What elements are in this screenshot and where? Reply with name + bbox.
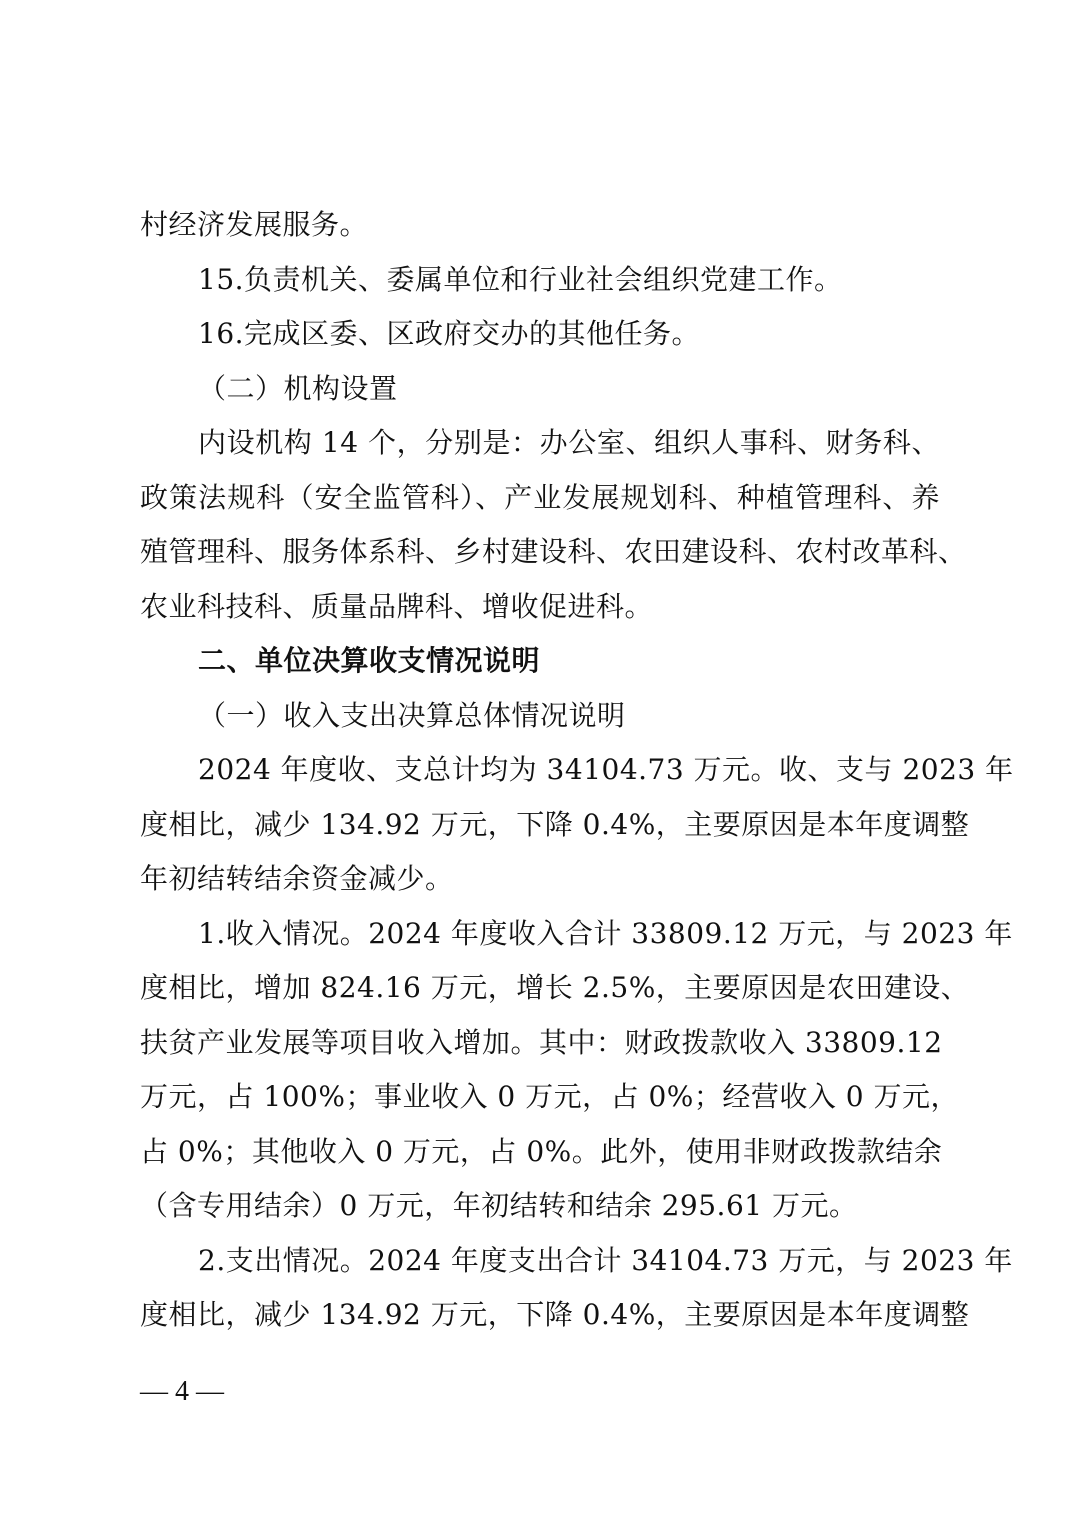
page-number: — 4 — xyxy=(140,1376,224,1407)
text-line: 2024 年度收、支总计均为 34104.73 万元。收、支与 2023 年 xyxy=(198,753,1014,786)
document-body xyxy=(140,198,1014,1343)
text-line: 年初结转结余资金减少。 xyxy=(140,862,454,895)
text-line: 2.支出情况。2024 年度支出合计 34104.73 万元，与 2023 年 xyxy=(198,1243,1013,1277)
duty-item-16: 16.完成区委、区政府交办的其他任务。 xyxy=(198,317,701,350)
section-heading-org-setup: （二）机构设置 xyxy=(198,371,398,405)
text-line: 度相比，增加 824.16 万元，增长 2.5%，主要原因是农田建设、 xyxy=(140,971,970,1004)
text-line: 农业科技科、质量品牌科、增收促进科。 xyxy=(140,589,654,623)
duty-item-15: 15.负责机关、委属单位和行业社会组织党建工作。 xyxy=(198,262,843,296)
text-line: 殖管理科、服务体系科、乡村建设科、农田建设科、农村改革科、 xyxy=(140,535,967,568)
text-line: 占 0%；其他收入 0 万元，占 0%。此外，使用非财政拨款结余 xyxy=(140,1134,943,1168)
section-heading-overview: （一）收入支出决算总体情况说明 xyxy=(198,698,626,732)
section-heading-budget: 二、单位决算收支情况说明 xyxy=(198,644,541,677)
text-line: 内设机构 14 个，分别是：办公室、组织人事科、财务科、 xyxy=(198,426,940,459)
text-line: 1.收入情况。2024 年度收入合计 33809.12 万元，与 2023 年 xyxy=(198,916,1013,950)
text-line: 万元，占 100%；事业收入 0 万元，占 0%；经营收入 0 万元， xyxy=(140,1080,960,1113)
text-line: 扶贫产业发展等项目收入增加。其中：财政拨款收入 33809.12 xyxy=(140,1025,943,1059)
text-line: （含专用结余）0 万元，年初结转和结余 295.61 万元。 xyxy=(140,1189,858,1222)
text-line: 政策法规科（安全监管科）、产业发展规划科、种植管理科、养 xyxy=(140,480,940,514)
text-line: 度相比，减少 134.92 万元，下降 0.4%，主要原因是本年度调整 xyxy=(140,1298,970,1331)
text-line: 度相比，减少 134.92 万元，下降 0.4%，主要原因是本年度调整 xyxy=(140,807,970,841)
text-line: 村经济发展服务。 xyxy=(140,208,369,241)
